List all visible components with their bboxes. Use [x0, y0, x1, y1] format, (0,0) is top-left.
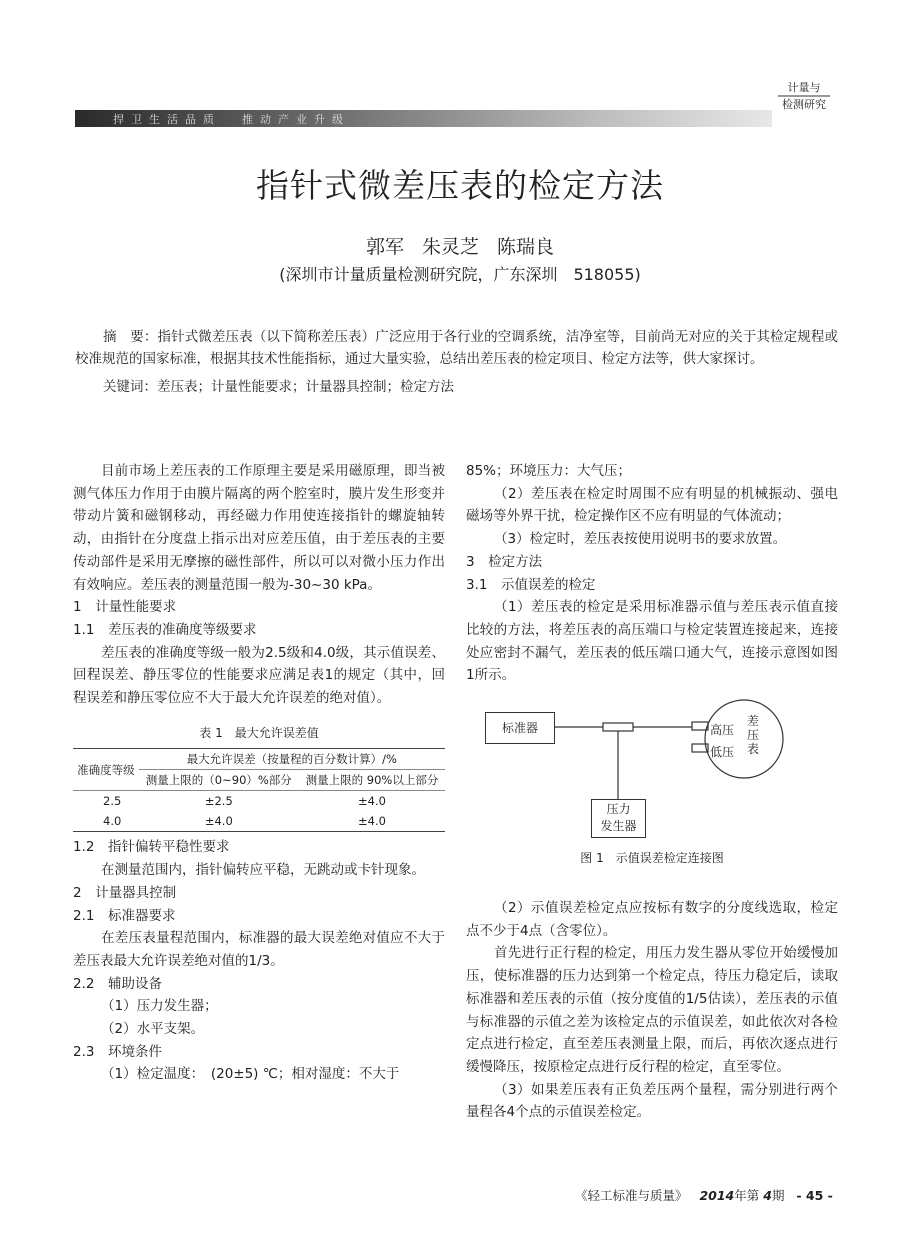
- article-title: 指针式微差压表的检定方法: [256, 166, 664, 205]
- right-column: [466, 460, 838, 1124]
- paragraph-3-1-procedure: 首先进行正行程的检定，用压力发生器从零位开始缓慢加压，使标准器的压力达到第一个检定点，待压力稳定后，读取标准器和差压表的示值（按分度值的1/5估读），差压表的示值与标准器的示值之差为该检定点的示值误差，如此依次对各检定点进行检定，直至差压表测量上限，而后，再依次逐点进行缓慢降压，按原检定点进行反行程的检定，直至零位。: [466, 945, 838, 1075]
- footer-issue: 4: [763, 1188, 772, 1203]
- abstract: [75, 326, 838, 398]
- generator-label: 压力: [606, 802, 631, 817]
- section-label: [778, 80, 830, 112]
- connection-diagram: [466, 699, 838, 889]
- table-cell: ±4.0: [204, 814, 233, 829]
- table-cell: ±2.5: [204, 794, 233, 809]
- heading-1-2: 1.2 指针偏转平稳性要求: [73, 839, 230, 856]
- paragraph-1-1: 差压表的准确度等级一般为2.5级和4.0级，其示值误差、回程误差、静压零位的性能要求应满足表1的规定（其中，回程误差和静压零位应不大于最大允许误差的绝对值）。: [73, 644, 445, 707]
- banner-slogan: 捍卫生活品质 推动产业升级: [113, 113, 350, 126]
- table-cell: ±4.0: [358, 814, 386, 829]
- item-2-2-2: （2）水平支架。: [101, 1021, 205, 1038]
- table-header-sub1: 测量上限的（0~90）%部分: [139, 770, 299, 791]
- page-footer: [575, 1186, 833, 1204]
- header-banner: [75, 110, 772, 127]
- figure-caption: 图 1 示值误差检定连接图: [580, 851, 724, 866]
- gauge-label-char: 压: [747, 728, 760, 743]
- paragraph-continued: 85%；环境压力：大气压；: [466, 463, 632, 479]
- generator-label: 发生器: [600, 819, 637, 834]
- section-label-line2: 检测研究: [782, 98, 826, 111]
- heading-3-1: 3.1 示值误差的检定: [466, 576, 596, 593]
- gauge-label-char: 差: [747, 714, 760, 729]
- paragraph-1-2: 在测量范围内，指针偏转应平稳，无跳动或卡针现象。: [101, 862, 425, 879]
- paragraph-3-1: （1）差压表的检定是采用标准器示值与差压表示值直接比较的方法，将差压表的高压端口与检定装置连接起来，连接处应密封不漏气，差压表的低压端口通大气，连接示意图如图1所示。: [466, 599, 838, 684]
- table-cell: 2.5: [103, 794, 122, 809]
- footer-year: 2014: [699, 1188, 735, 1203]
- low-port-label: 低压: [710, 745, 735, 760]
- section-label-line1: 计量与: [778, 80, 830, 97]
- page-number: - 45 -: [796, 1188, 833, 1203]
- paragraph-2-3: （1）检定温度： (20±5) ℃；相对湿度：不大于: [101, 1066, 400, 1083]
- footer-issue-text: 年第: [734, 1188, 760, 1203]
- heading-2: 2 计量器具控制: [73, 884, 177, 901]
- authors: 郭军 朱灵芝 陈瑞良: [365, 236, 555, 258]
- pressure-generator-box: [591, 799, 646, 838]
- item-2-3-2: （2）差压表在检定时周围不应有明显的机械振动、强电磁场等外界干扰，检定操作区不应有明显的气体流动；: [466, 485, 838, 525]
- paragraph-2-1: 在差压表量程范围内，标准器的最大误差绝对值应不大于差压表最大允许误差绝对值的1/3。: [73, 930, 445, 969]
- gauge-label: [747, 714, 759, 756]
- table-header-sub2: 测量上限的 90%以上部分: [299, 770, 445, 791]
- footer-journal: 《轻工标准与质量》: [575, 1188, 688, 1203]
- table-cell: ±4.0: [358, 794, 386, 809]
- table-row: [73, 791, 445, 812]
- item-2-3-3: （3）检定时，差压表按使用说明书的要求放置。: [494, 531, 787, 548]
- left-column: [73, 460, 445, 1086]
- table-header-group: 最大允许误差（按量程的百分数计算）/%: [139, 749, 445, 770]
- table-row: [73, 811, 445, 832]
- footer-issue-unit: 期: [771, 1188, 785, 1203]
- item-2-2-1: （1）压力发生器；: [101, 998, 218, 1015]
- table-cell: 4.0: [103, 814, 122, 829]
- abstract-text: 摘 要：指针式微差压表（以下简称差压表）广泛应用于各行业的空调系统，洁净室等，目前尚无对应的关于其检定规程或校准规范的国家标准，根据其技术性能指标，通过大量实验，总结出差压表的检定项目、检定方法等，供大家探讨。: [75, 329, 838, 367]
- high-port-label: 高压: [710, 723, 735, 738]
- standard-box: 标准器: [485, 712, 555, 744]
- heading-1-1: 1.1 差压表的准确度等级要求: [73, 621, 257, 638]
- heading-3: 3 检定方法: [466, 553, 543, 570]
- affiliation: (深圳市计量质量检测研究院，广东深圳 518055): [279, 265, 641, 284]
- table-header-grade: 准确度等级: [73, 749, 139, 791]
- table-caption: 表 1 最大允许误差值: [199, 725, 319, 740]
- heading-1: 1 计量性能要求: [73, 599, 177, 616]
- heading-2-2: 2.2 辅助设备: [73, 975, 162, 992]
- paragraph-3-1-2: （2）示值误差检定点应按标有数字的分度线选取，检定点不少于4点（含零位）。: [466, 900, 838, 939]
- keywords: 关键词：差压表；计量性能要求；计量器具控制；检定方法: [103, 379, 454, 395]
- paragraph-3-1-3: （3）如果差压表有正负差压两个量程，需分别进行两个量程各4个点的示值误差检定。: [466, 1081, 838, 1121]
- gauge-label-char: 表: [747, 742, 760, 757]
- intro-paragraph: 目前市场上差压表的工作原理主要是采用磁原理，即当被测气体压力作用于由膜片隔离的两个腔室时，膜片发生形变并带动片簧和磁钢移动，再经磁力作用使连接指针的螺旋轴转动，由指针在分度盘上指示出对应差压值，由于差压表的主要传动部件是采用无摩擦的磁性部件，所以可以对微小压力作出有效响应。差压表的测量范围一般为-30~30 kPa。: [73, 463, 445, 593]
- error-table: [73, 748, 445, 832]
- heading-2-3: 2.3 环境条件: [73, 1043, 162, 1060]
- heading-2-1: 2.1 标准器要求: [73, 907, 176, 924]
